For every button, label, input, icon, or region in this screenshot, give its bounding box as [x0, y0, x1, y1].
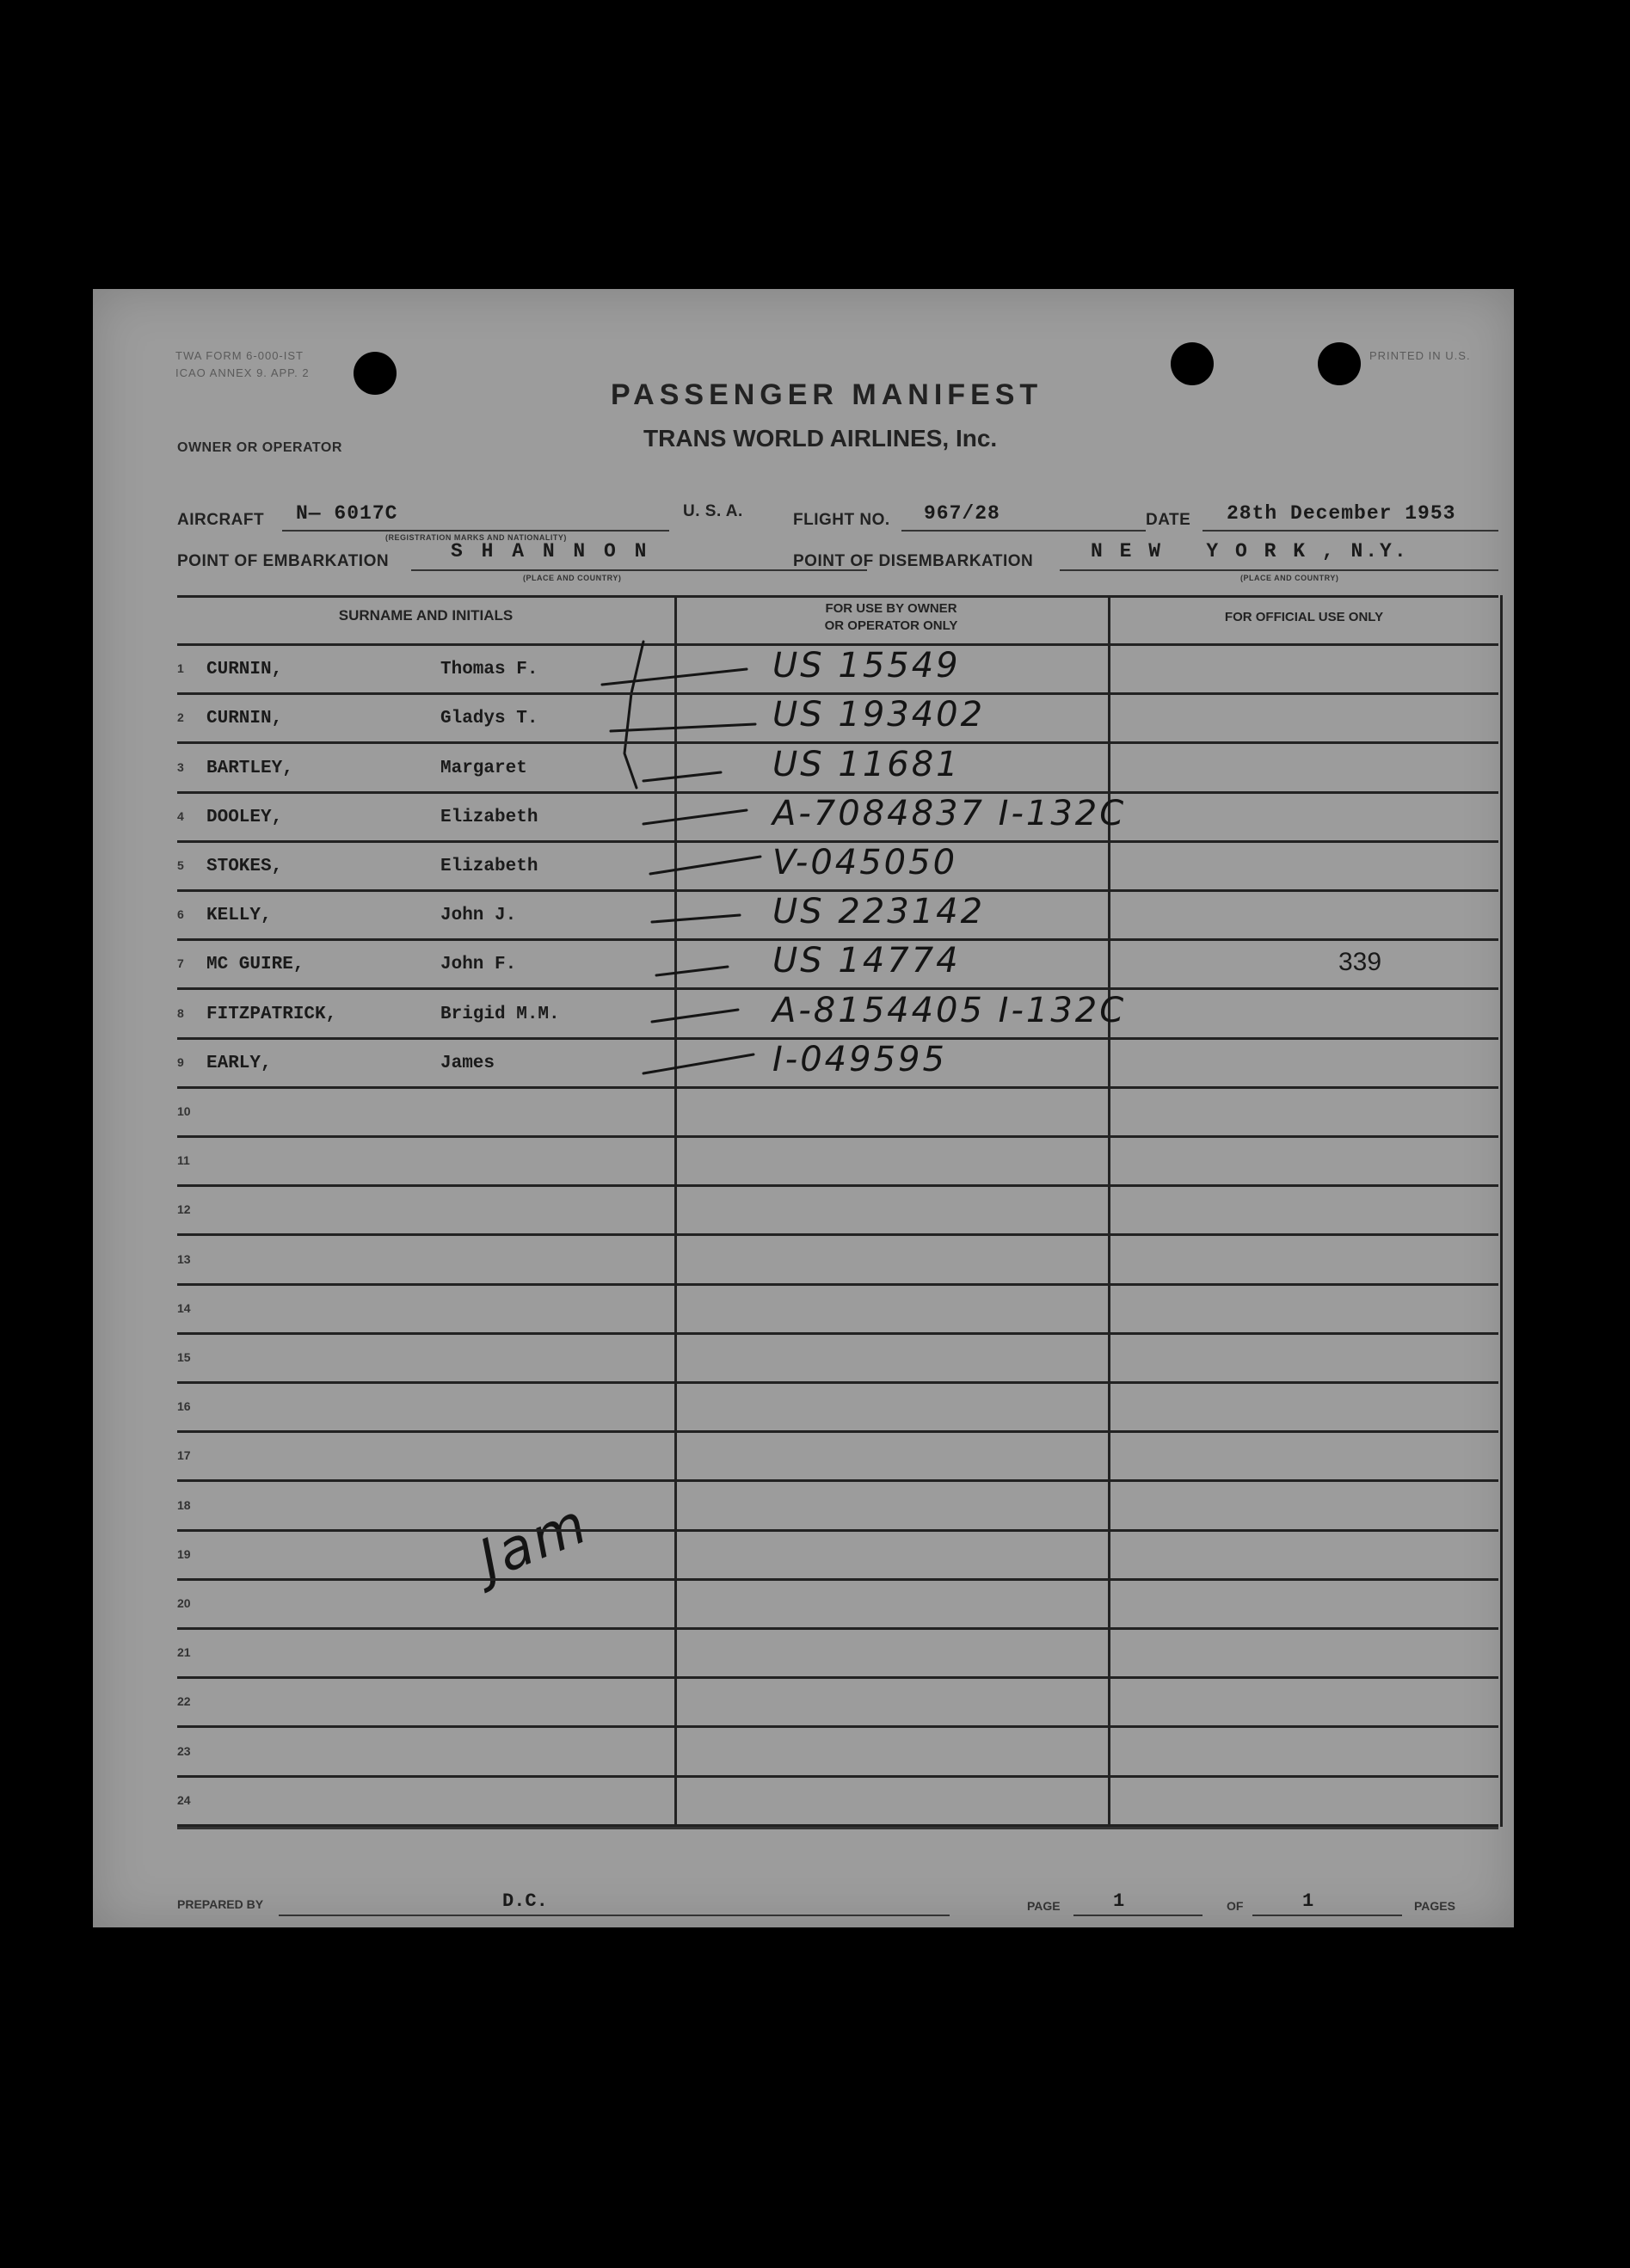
prepared-by-label: PREPARED BY: [177, 1897, 264, 1911]
column-header-owner-line2: OR OPERATOR ONLY: [824, 618, 958, 633]
dash-mark-5: [650, 857, 760, 874]
row-rule: [177, 1086, 1498, 1089]
row-rule: [177, 1775, 1498, 1778]
row-number: 18: [177, 1497, 191, 1512]
row-rule: [177, 1037, 1498, 1040]
row-rule: [177, 1529, 1498, 1532]
column-header-owner-line1: FOR USE BY OWNER: [825, 601, 957, 616]
embarkation-sub-label: (PLACE AND COUNTRY): [523, 574, 622, 582]
passenger-initials: Margaret: [440, 758, 527, 778]
nationality-label: U. S. A.: [683, 502, 743, 520]
passenger-document-number: V-045050: [772, 843, 958, 882]
row-number: 22: [177, 1694, 191, 1709]
column-header-surname: SURNAME AND INITIALS: [338, 607, 514, 624]
disembarkation-value: N E W Y O R K , N.Y.: [1091, 540, 1409, 562]
row-rule: [177, 692, 1498, 695]
row-number: 8: [177, 1005, 184, 1020]
passenger-surname: MC GUIRE,: [206, 955, 304, 975]
row-rule: [177, 889, 1498, 892]
passenger-surname: CURNIN,: [206, 709, 283, 729]
signature: Jam: [470, 1491, 598, 1593]
date-label: DATE: [1146, 511, 1191, 529]
prepared-by-value: D.C.: [502, 1890, 548, 1912]
column-header-official: FOR OFFICIAL USE ONLY: [1224, 610, 1384, 624]
dash-mark-1: [602, 669, 747, 685]
row-number: 1: [177, 661, 184, 676]
row-rule: [177, 791, 1498, 794]
row-number: 11: [177, 1153, 190, 1168]
passenger-initials: John F.: [440, 955, 517, 975]
flight-number-value: 967/28: [924, 502, 1000, 525]
row-rule: [177, 1381, 1498, 1384]
row-rule: [177, 1332, 1498, 1335]
aircraft-sub-label: (REGISTRATION MARKS AND NATIONALITY): [385, 533, 567, 542]
aircraft-value: N— 6017C: [296, 502, 398, 525]
embarkation-value: S H A N N O N: [451, 540, 650, 562]
passenger-surname: DOOLEY,: [206, 807, 283, 827]
row-rule: [177, 741, 1498, 744]
row-number: 19: [177, 1546, 191, 1561]
dash-mark-3: [643, 772, 721, 781]
passenger-document-number: A-7084837 I-132C: [772, 793, 1127, 833]
passenger-document-number: A-8154405 I-132C: [772, 990, 1127, 1030]
passenger-document-number: I-049595: [772, 1039, 947, 1079]
row-number: 2: [177, 710, 184, 725]
passenger-document-number: US 14774: [772, 941, 961, 981]
row-number: 3: [177, 759, 184, 774]
passenger-initials: Elizabeth: [440, 807, 538, 827]
passenger-document-number: US 193402: [772, 695, 986, 735]
row-number: 9: [177, 1054, 184, 1069]
passenger-initials: John J.: [440, 906, 517, 926]
owner-operator-label: OWNER OR OPERATOR: [177, 440, 342, 455]
row-rule: [177, 1430, 1498, 1433]
embarkation-label: POINT OF EMBARKATION: [177, 552, 390, 570]
dash-mark-4: [643, 810, 747, 824]
row-number: 5: [177, 858, 184, 872]
row-rule: [177, 1184, 1498, 1187]
passenger-initials: James: [440, 1053, 495, 1073]
airline-name: TRANS WORLD AIRLINES, Inc.: [643, 425, 998, 452]
dash-mark-2: [611, 724, 755, 731]
form-id-line2: ICAO ANNEX 9. APP. 2: [175, 366, 310, 379]
row-number: 23: [177, 1743, 191, 1758]
disembarkation-label: POINT OF DISEMBARKATION: [793, 552, 1034, 570]
row-number: 16: [177, 1399, 191, 1414]
row-number: 12: [177, 1202, 191, 1217]
manifest-sheet: [93, 289, 1514, 1927]
row-rule: [177, 1725, 1498, 1728]
row-rule: [177, 1283, 1498, 1286]
passenger-surname: EARLY,: [206, 1053, 272, 1073]
dash-mark-6: [652, 915, 740, 922]
aircraft-label: AIRCRAFT: [177, 511, 265, 529]
page-value: 1: [1113, 1890, 1125, 1912]
dash-mark-9: [643, 1054, 753, 1073]
passenger-surname: CURNIN,: [206, 660, 283, 680]
row-rule: [177, 1676, 1498, 1679]
pages-label: PAGES: [1414, 1899, 1455, 1913]
passenger-initials: Thomas F.: [440, 660, 538, 680]
row-rule: [177, 1824, 1498, 1827]
passenger-surname: STOKES,: [206, 857, 283, 876]
page-title: PASSENGER MANIFEST: [611, 378, 1043, 411]
row-rule: [177, 1627, 1498, 1630]
row-rule: [177, 1578, 1498, 1581]
row-rule: [177, 1135, 1498, 1138]
row-rule: [177, 840, 1498, 843]
date-value: 28th December 1953: [1227, 502, 1456, 525]
disembarkation-sub-label: (PLACE AND COUNTRY): [1240, 574, 1339, 582]
of-label: OF: [1227, 1899, 1244, 1913]
passenger-initials: Gladys T.: [440, 709, 538, 729]
row-number: 20: [177, 1596, 191, 1610]
row-number: 21: [177, 1645, 191, 1660]
row-number: 4: [177, 808, 184, 823]
row-number: 10: [177, 1104, 191, 1118]
row-number: 13: [177, 1251, 191, 1266]
passenger-surname: KELLY,: [206, 906, 272, 926]
row-number: 17: [177, 1448, 191, 1463]
of-value: 1: [1302, 1890, 1314, 1912]
row-number: 24: [177, 1792, 191, 1807]
passenger-document-number: US 15549: [772, 646, 961, 686]
official-use-entry: 339: [1338, 948, 1382, 977]
row-rule: [177, 1233, 1498, 1236]
form-id-line1: TWA FORM 6-000-IST: [175, 349, 304, 362]
row-rule: [177, 1479, 1498, 1482]
passenger-document-number: US 223142: [772, 892, 986, 932]
handwritten-dashes: [93, 289, 1514, 1927]
printed-in-label: PRINTED IN U.S.: [1369, 349, 1471, 362]
dash-mark-8: [652, 1010, 738, 1022]
row-rule: [177, 987, 1498, 990]
row-number: 15: [177, 1350, 191, 1364]
bracket-mark: [624, 642, 643, 788]
passenger-surname: FITZPATRICK,: [206, 1004, 337, 1024]
row-number: 6: [177, 907, 184, 922]
flight-number-label: FLIGHT NO.: [793, 511, 890, 529]
dash-mark-7: [656, 967, 728, 975]
passenger-initials: Brigid M.M.: [440, 1004, 560, 1024]
page-label: PAGE: [1027, 1899, 1061, 1913]
row-number: 7: [177, 956, 184, 971]
row-rule: [177, 938, 1498, 941]
passenger-surname: BARTLEY,: [206, 758, 293, 778]
passenger-initials: Elizabeth: [440, 857, 538, 876]
row-number: 14: [177, 1300, 191, 1315]
passenger-document-number: US 11681: [772, 744, 961, 784]
